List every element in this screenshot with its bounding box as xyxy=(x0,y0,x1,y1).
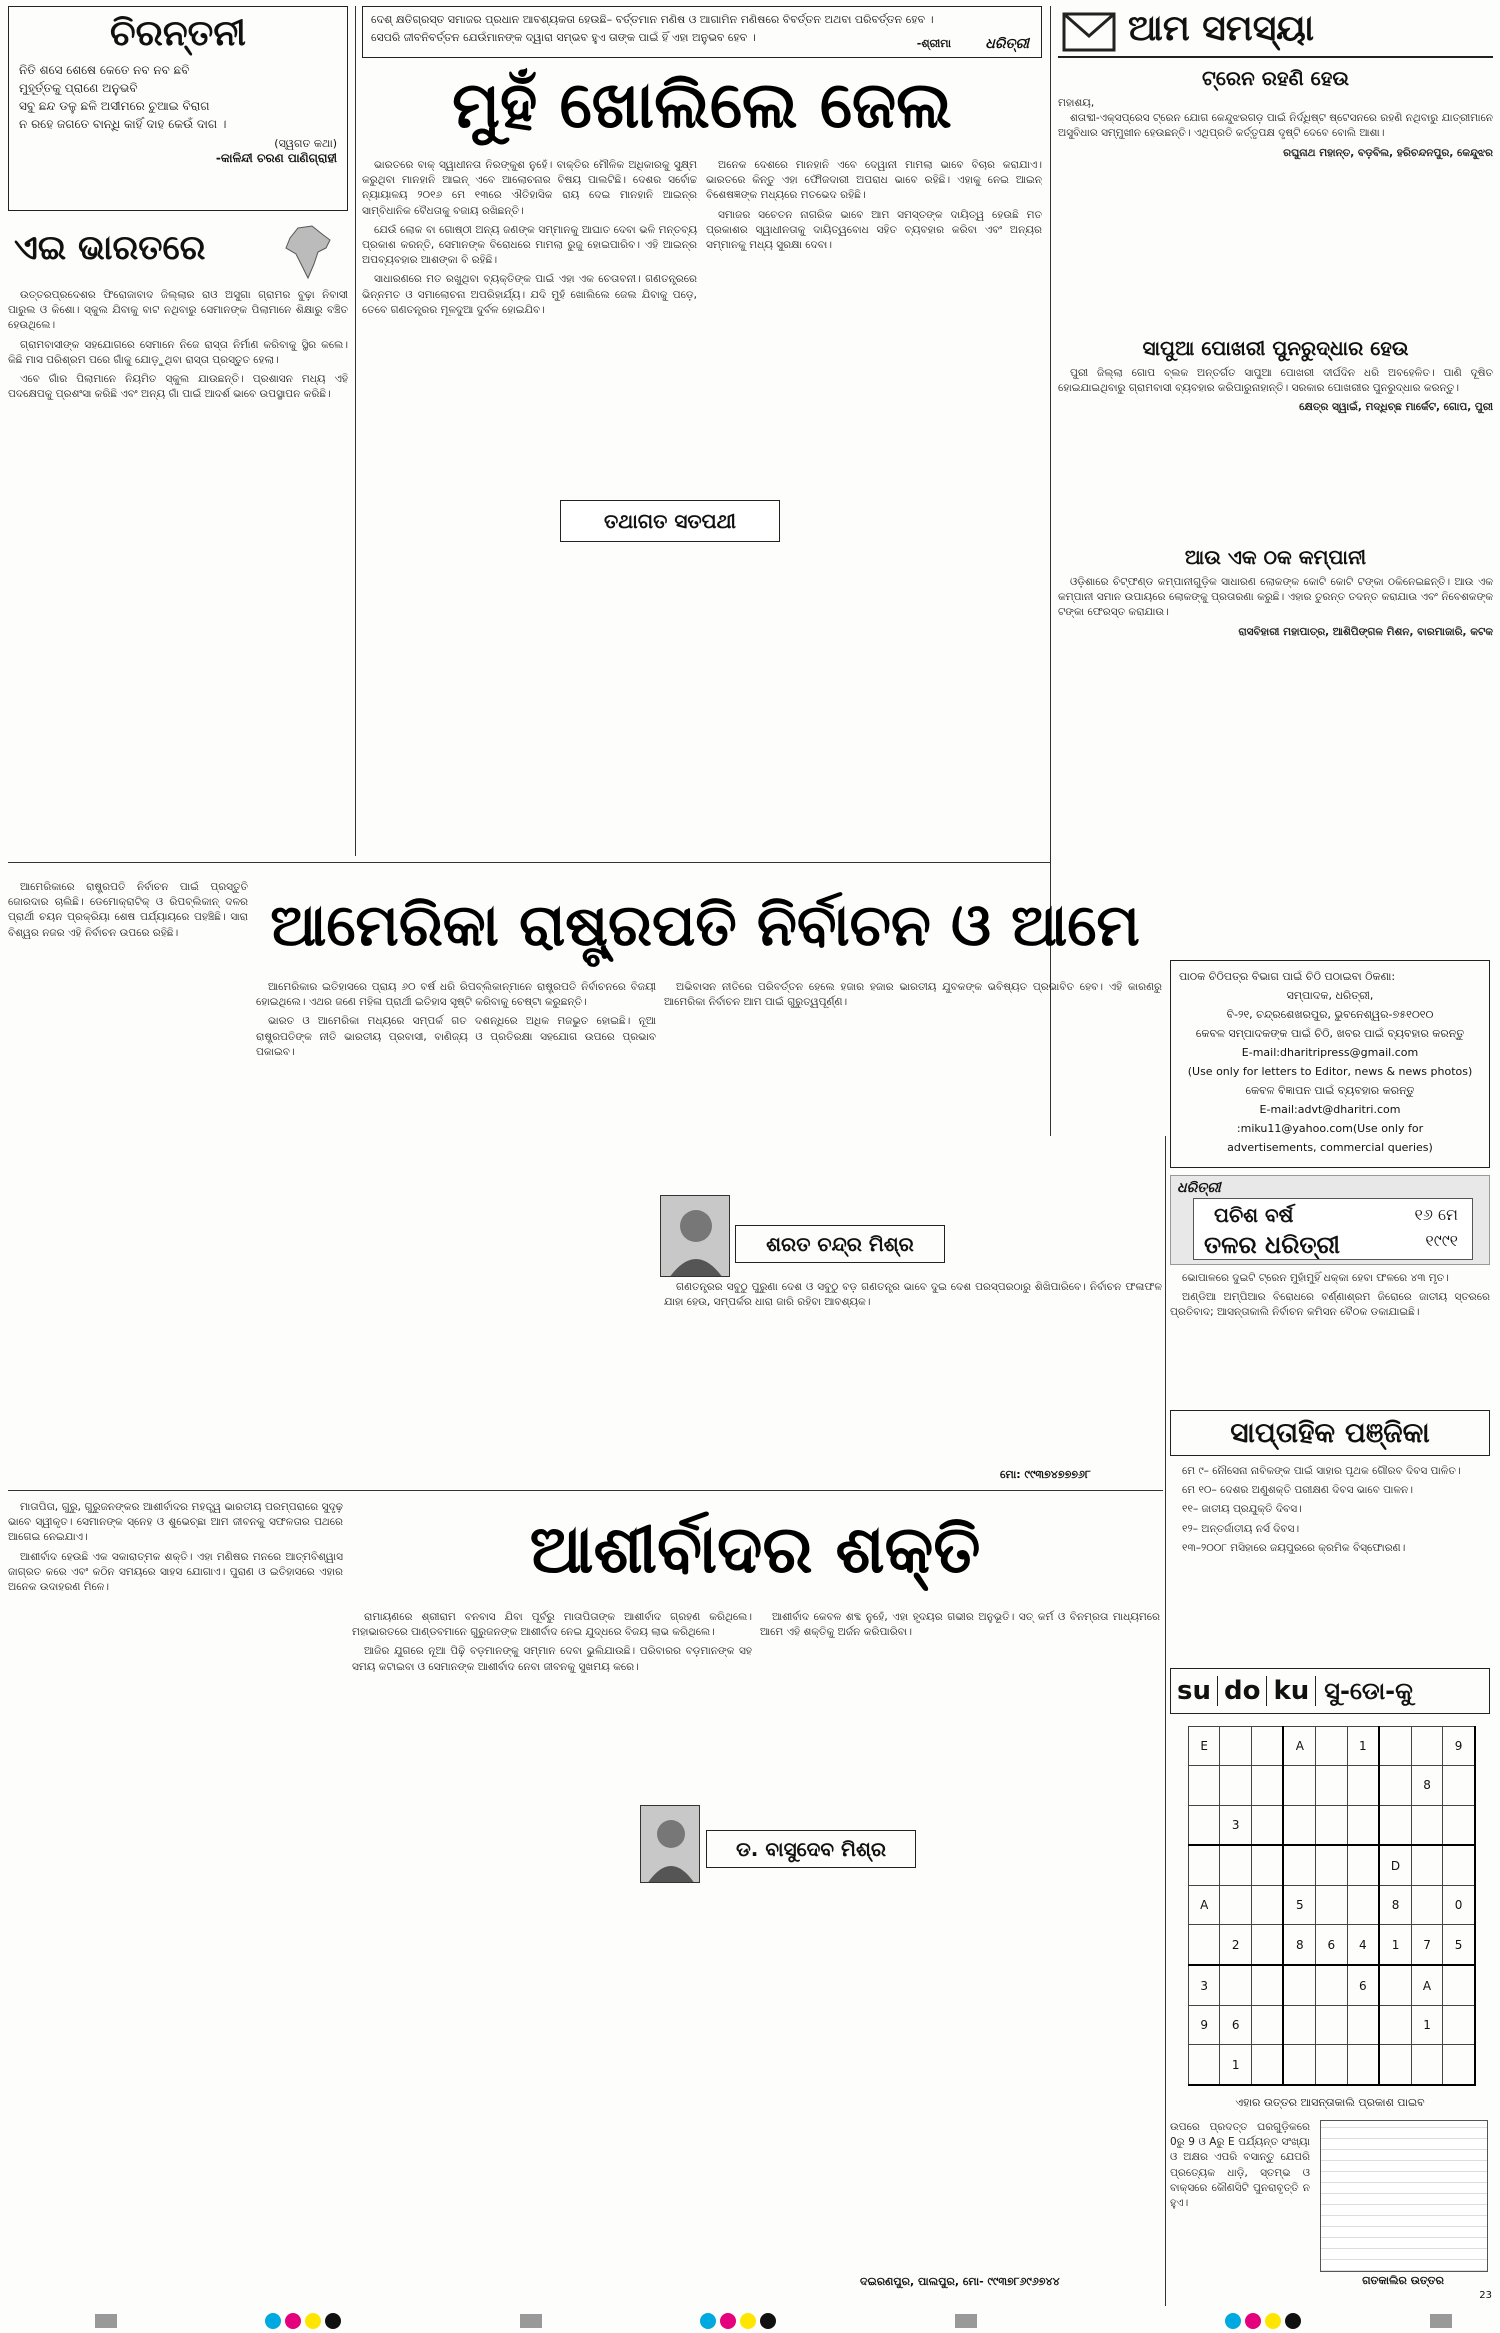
sudoku-logo-odia: ସୁ-ଡୋ-କୁ xyxy=(1324,1677,1413,1705)
archive-item: ଭୋପାଳରେ ଦୁଇଟି ଟ୍ରେନ ମୁହାଁମୁହିଁ ଧକ୍କା ହେବା ଫଳରେ ୪୩ ମୃତ। xyxy=(1182,1272,1449,1284)
cmyk-cyan xyxy=(265,2313,281,2329)
sudoku-cell[interactable] xyxy=(1347,1886,1379,1925)
sudoku-row xyxy=(1189,1886,1476,1925)
article-paragraph: ଗଣତନ୍ତ୍ରର ସବୁଠୁ ପୁରୁଣା ଦେଶ ଓ ସବୁଠୁ ବଡ଼ ଗଣତନ୍ତ୍ର ଭାବେ ଦୁଇ ଦେଶ ପରସ୍ପରଠାରୁ ଶିଖିପାରିବେ। ନିର୍ବାଚନ ଫଳାଫଳ ଯାହା ହେଉ, ସମ୍ପର୍କର ଧାରା ଜାରି ରହିବା ଆବଶ୍ୟକ। xyxy=(664,1281,1162,1309)
blessing-signature: ଦଇରଣପୁର, ପାଲପୁର, ମୋ- ୯୯୩୭୮୬୯୬୭୪୪ xyxy=(860,2275,1060,2288)
weekly-item: ମେ ୯– ନୌସେନା ନାବିକଙ୍କ ପାଇଁ ସାହାର ପୃଥକ ଗୌରବ ଦିବସ ପାଳିତ। xyxy=(1182,1465,1461,1477)
archive-logo: ଧରିତ୍ରୀ xyxy=(1177,1180,1221,1196)
sudoku-cell[interactable] xyxy=(1251,1727,1283,1766)
blessing-article-col-3 xyxy=(760,1610,1160,1800)
cmyk-black xyxy=(760,2313,776,2329)
contact-email[interactable]: E-mail:advt@dharitri.com xyxy=(1259,1103,1401,1116)
quote-line: ସେପରି ଜୀବନିବର୍ତ୍ତନ ଯେଉଁମାନଙ୍କ ଦ୍ୱାରା ସମ୍ଭବ ହୁଏ ତାଙ୍କ ପାଇଁ ହିଁ ଏହା ଅନୁଭବ ହେବ । xyxy=(371,31,756,44)
sudoku-cell[interactable] xyxy=(1443,2045,1475,2085)
article-paragraph: ମାତାପିତା, ଗୁରୁ, ଗୁରୁଜନଙ୍କର ଆଶୀର୍ବାଦର ମହତ୍ତ୍ୱ ଭାରତୀୟ ପରମ୍ପରାରେ ସୁଦୃଢ଼ ଭାବେ ସ୍ୱୀକୃତ। ସେମାନଙ୍କ ସ୍ନେହ ଓ ଶୁଭେଚ୍ଛା ଆମ ଜୀବନକୁ ସଫଳତାର ପଥରେ ଆଗେଇ ନେଇଯାଏ। xyxy=(8,1501,343,1544)
sudoku-cell[interactable] xyxy=(1411,1845,1442,1885)
sudoku-cell[interactable] xyxy=(1220,1965,1251,2005)
sudoku-cell[interactable] xyxy=(1347,1845,1379,1885)
sudoku-cell[interactable] xyxy=(1189,1766,1220,1805)
sudoku-row xyxy=(1189,1766,1476,1805)
sudoku-cell[interactable]: 9 xyxy=(1189,2005,1220,2044)
sudoku-cell[interactable]: E xyxy=(1189,1727,1220,1766)
america-author-photo xyxy=(660,1195,730,1277)
sudoku-row xyxy=(1189,1925,1476,1965)
byline-text: ଡ. ବାସୁଦେବ ମିଶ୍ର xyxy=(735,1837,886,1861)
sudoku-cell[interactable] xyxy=(1316,1886,1347,1925)
sudoku-cell[interactable] xyxy=(1316,1965,1347,2005)
letter-signature: ରାସବିହାରୀ ମହାପାତ୍ର, ଆଶିପିଙ୍ଗଳ ମିଶନ, ବାରମାଜାରି, କଟକ xyxy=(1238,625,1493,638)
article-paragraph: ସମାଜର ସଚେତନ ନାଗରିକ ଭାବେ ଆମ ସମସ୍ତଙ୍କ ଦାୟିତ୍ୱ ହେଉଛି ମତ ପ୍ରକାଶର ସ୍ୱାଧୀନତାକୁ ଦାୟିତ୍ୱବୋଧ ସହିତ ବ୍ୟବହାର କରିବା ଏବଂ ଅନ୍ୟର ସମ୍ମାନକୁ ମଧ୍ୟ ସୁରକ୍ଷା ଦେବା। xyxy=(706,208,1042,252)
sudoku-cell[interactable]: 1 xyxy=(1411,2005,1442,2044)
sudoku-cell[interactable] xyxy=(1443,1766,1475,1805)
sudoku-cell[interactable] xyxy=(1251,1965,1283,2005)
sudoku-cell[interactable] xyxy=(1251,2005,1283,2044)
sudoku-cell[interactable] xyxy=(1283,1805,1315,1845)
poem-box xyxy=(8,6,348,211)
sudoku-cell[interactable] xyxy=(1251,2045,1283,2085)
bharat-header xyxy=(8,222,348,282)
sudoku-row xyxy=(1189,1965,1476,2005)
sudoku-cell[interactable]: D xyxy=(1379,1845,1411,1885)
sudoku-cell[interactable] xyxy=(1316,2045,1347,2085)
sudoku-cell[interactable]: 5 xyxy=(1283,1886,1315,1925)
sudoku-cell[interactable] xyxy=(1283,1965,1315,2005)
sudoku-cell[interactable] xyxy=(1443,1845,1475,1885)
poem-source: (ସ୍ୱଗତ କଥା) xyxy=(274,137,337,150)
sudoku-cell[interactable] xyxy=(1379,1727,1411,1766)
letter-body: ପୁରୀ ଜିଲ୍ଲା ଗୋପ ବ୍ଲକ ଅନ୍ତର୍ଗତ ସାପୁଆ ପୋଖରୀ ଦୀର୍ଘଦିନ ଧରି ଅବହେଳିତ। ପାଣି ଦୂଷିତ ହୋଇଯାଇଥିବାରୁ ଗ୍ରାମବାସୀ ବ୍ୟବହାର କରିପାରୁନାହାନ୍ତି। ସରକାର ପୋଖରୀର ପୁନରୁଦ୍ଧାର କରନ୍ତୁ। xyxy=(1058,367,1493,395)
sudoku-cell[interactable] xyxy=(1220,1845,1251,1885)
archive-date: ୧୬ ମେ xyxy=(1414,1205,1458,1224)
sudoku-cell[interactable] xyxy=(1283,2045,1315,2085)
archive-banner xyxy=(1170,1175,1490,1265)
sudoku-logo-su: su xyxy=(1171,1676,1218,1706)
sudoku-cell[interactable] xyxy=(1379,2005,1411,2044)
sudoku-cell[interactable]: 6 xyxy=(1220,2005,1251,2044)
sudoku-cell[interactable]: 7 xyxy=(1411,1925,1442,1965)
bharat-article xyxy=(8,288,348,858)
article-paragraph: ଭାରତ ଓ ଆମେରିକା ମଧ୍ୟରେ ସମ୍ପର୍କ ଗତ ଦଶନ୍ଧିରେ ଅଧିକ ମଜଭୁତ ହୋଇଛି। ନୂଆ ରାଷ୍ଟ୍ରପତିଙ୍କ ନୀତି ଭାରତୀୟ ପ୍ରବାସୀ, ବାଣିଜ୍ୟ ଓ ପ୍ରତିରକ୍ଷା ସହଯୋଗ ଉପରେ ପ୍ରଭାବ ପକାଇବ। xyxy=(256,1015,656,1058)
sudoku-cell[interactable] xyxy=(1411,2045,1442,2085)
sudoku-cell[interactable] xyxy=(1379,2045,1411,2085)
author-portrait-icon xyxy=(641,1806,700,1883)
sudoku-grid xyxy=(1188,1726,1476,2086)
india-map-icon xyxy=(278,224,338,280)
sudoku-cell[interactable] xyxy=(1347,2005,1379,2044)
contact-line: କେବଳ ବିଜ୍ଞାପନ ପାଇଁ ବ୍ୟବହାର କରନ୍ତୁ xyxy=(1245,1084,1415,1097)
blessing-headline: ଆଶୀର୍ବାଦର ଶକ୍ତି xyxy=(529,1511,981,1588)
weekly-item: ୧୩–୨୦୦୮ ମସିହାରେ ଜୟପୁରରେ କ୍ରମିକ ବିସ୍ଫୋରଣ। xyxy=(1182,1541,1406,1554)
cmyk-cyan xyxy=(700,2313,716,2329)
sudoku-cell[interactable] xyxy=(1189,1845,1220,1885)
blessing-author-photo xyxy=(640,1805,700,1883)
sudoku-cell[interactable] xyxy=(1347,1766,1379,1805)
letter-1 xyxy=(1058,66,1493,331)
letter-body: ଶତାବ୍ଦୀ-ଏକ୍ସପ୍ରେସ ଟ୍ରେନ ଯୋଗ କେନ୍ଦୁଝରଗଡ଼ ପାଇଁ ନିର୍ଦ୍ଧିଷ୍ଟ ଷ୍ଟେସନରେ ରହଣି ନଥିବାରୁ ଯାତ୍ରୀମାନେ ଅସୁବିଧାର ସମ୍ମୁଖୀନ ହେଉଛନ୍ତି। ଏଥିପ୍ରତି କର୍ତ୍ତୃପକ୍ଷ ଦୃଷ୍ଟି ଦେବେ ବୋଲି ଆଶା। xyxy=(1058,112,1493,140)
sudoku-cell[interactable] xyxy=(1411,1805,1442,1845)
america-headline: ଆମେରିକା ରାଷ୍ଟ୍ରପତି ନିର୍ବାଚନ ଓ ଆମେ xyxy=(270,891,1140,959)
envelope-icon xyxy=(1062,12,1116,52)
poem-author: -କାଳିନ୍ଦୀ ଚରଣ ପାଣିଗ୍ରାହୀ xyxy=(215,151,337,165)
cmyk-magenta xyxy=(720,2313,736,2329)
contact-line: ବି-୨୧, ଚନ୍ଦ୍ରଶେଖରପୁର, ଭୁବନେଶ୍ୱର-୭୫୧୦୧୦ xyxy=(1226,1008,1434,1021)
sudoku-cell[interactable] xyxy=(1283,1845,1315,1885)
contact-line: ପାଠକ ଚିଠିପତ୍ର ବିଭାଗ ପାଇଁ ଚିଠି ପଠାଇବା ଠିକଣା: xyxy=(1179,970,1396,983)
article-paragraph: ଆଜିର ଯୁଗରେ ନୂଆ ପିଢ଼ି ବଡ଼ମାନଙ୍କୁ ସମ୍ମାନ ଦେବା ଭୁଲିଯାଉଛି। ପରିବାରର ବଡ଼ମାନଙ୍କ ସହ ସମୟ କଟାଇବା ଓ ସେମାନଙ୍କ ଆଶୀର୍ବାଦ ନେବା ଜୀବନକୁ ସୁଖମୟ କରେ। xyxy=(352,1645,752,1673)
sudoku-cell[interactable]: 3 xyxy=(1189,1965,1220,2005)
america-article-col-1 xyxy=(8,880,248,1460)
sudoku-cell[interactable] xyxy=(1379,1805,1411,1845)
contact-line: ସମ୍ପାଦକ, ଧରିତ୍ରୀ, xyxy=(1286,989,1374,1002)
america-contact: ମୋ: ୯୯୩୭୪୭୭୭୬୮ xyxy=(1000,1468,1091,1481)
blessing-byline xyxy=(706,1830,916,1868)
sudoku-cell[interactable] xyxy=(1220,1766,1251,1805)
cmyk-yellow xyxy=(1265,2313,1281,2329)
sudoku-cell[interactable]: 5 xyxy=(1443,1925,1475,1965)
sudoku-cell[interactable] xyxy=(1316,1805,1347,1845)
letter-salutation: ମହାଶୟ, xyxy=(1058,97,1095,109)
sudoku-cell[interactable]: 6 xyxy=(1347,1965,1379,2005)
article-paragraph: ଆମେରିକାର ଇତିହାସରେ ପ୍ରାୟ ୬୦ ବର୍ଷ ଧରି ରିପବ୍ଲିକାନ୍‌ମାନେ ରାଷ୍ଟ୍ରପତି ନିର୍ବାଚନରେ ବିଜୟୀ ହୋଇଥିଲେ। ଏଥର ଜଣେ ମହିଳା ପ୍ରାର୍ଥୀ ଇତିହାସ ସୃଷ୍ଟି କରିବାକୁ ଚେଷ୍ଟା କରୁଛନ୍ତି। xyxy=(256,981,656,1009)
letters-header xyxy=(1058,6,1493,58)
article-paragraph: ଆମେରିକାରେ ରାଷ୍ଟ୍ରପତି ନିର୍ବାଚନ ପାଇଁ ପ୍ରସ୍ତୁତି ଜୋରଦାର ଚାଲିଛି। ଡେମୋକ୍ରାଟିକ୍ ଓ ରିପବ୍ଲିକାନ୍ ଦଳର ପ୍ରାର୍ଥୀ ଚୟନ ପ୍ରକ୍ରିୟା ଶେଷ ପର୍ଯ୍ୟାୟରେ ପହଞ୍ଚିଛି। ସାରା ବିଶ୍ୱର ନଜର ଏହି ନିର୍ବାଚନ ଉପରେ ରହିଛି। xyxy=(8,881,248,939)
author-portrait-icon xyxy=(661,1196,730,1277)
letter-title: ଆଉ ଏକ ଠକ କମ୍ପାନୀ xyxy=(1184,545,1367,569)
byline-text: ତଥାଗତ ସତପଥୀ xyxy=(604,509,736,533)
archive-title-1: ପଚିଶ ବର୍ଷ xyxy=(1214,1203,1294,1227)
quote-attribution: -ଶ୍ରୀମା xyxy=(916,37,951,50)
sudoku-cell[interactable] xyxy=(1347,2045,1379,2085)
sudoku-cell[interactable]: 9 xyxy=(1443,1727,1475,1766)
sudoku-cell[interactable] xyxy=(1251,1766,1283,1805)
sudoku-cell[interactable]: 6 xyxy=(1316,1925,1347,1965)
weekly-item: ମେ ୧୦– ଦେଶର ଅଣୁଶକ୍ତି ପରୀକ୍ଷଣ ଦିବସ ଭାବେ ପାଳନ। xyxy=(1182,1484,1413,1497)
sudoku-logo xyxy=(1170,1668,1490,1714)
sudoku-cell[interactable] xyxy=(1283,2005,1315,2044)
cmyk-yellow xyxy=(305,2313,321,2329)
contact-line: (Use only for letters to Editor, news & news photos) xyxy=(1187,1065,1473,1078)
sudoku-logo-do: do xyxy=(1218,1676,1267,1706)
sudoku-cell[interactable] xyxy=(1189,1805,1220,1845)
sudoku-cell[interactable] xyxy=(1316,1766,1347,1805)
sudoku-cell[interactable] xyxy=(1189,1925,1220,1965)
poem-line: ନ ରହେ ଜଗତେ ବାନ୍ଧି କାହିଁ ଦାହ କେଉଁ ଦାଗ । xyxy=(19,117,227,131)
america-byline xyxy=(735,1225,945,1263)
sudoku-answer-note: ଏହାର ଉତ୍ତର ଆସନ୍ତାକାଲି ପ୍ରକାଶ ପାଇବ xyxy=(1235,2096,1425,2109)
letter-body: ଓଡ଼ିଶାରେ ଚିଟ୍‌ଫଣ୍ଡ କମ୍ପାନୀଗୁଡ଼ିକ ସାଧାରଣ ଲୋକଙ୍କ କୋଟି କୋଟି ଟଙ୍କା ଠକିନେଇଛନ୍ତି। ଆଉ ଏକ କମ୍ପାନୀ ସମାନ ଉପାୟରେ ଲୋକଙ୍କୁ ପ୍ରତାରଣା କରୁଛି। ଏହାର ତୁରନ୍ତ ତଦନ୍ତ କରାଯାଉ ଏବଂ ନିବେଶକଙ୍କ ଟଙ୍କା ଫେରସ୍ତ କରାଯାଉ। xyxy=(1058,576,1493,619)
america-article-col-4 xyxy=(664,1280,1162,1460)
sudoku-row xyxy=(1189,1805,1476,1845)
sudoku-cell[interactable] xyxy=(1347,1805,1379,1845)
sudoku-row xyxy=(1189,1727,1476,1766)
poem-title: ଚିରନ୍ତନୀ xyxy=(109,13,246,54)
sudoku-cell[interactable] xyxy=(1189,2045,1220,2085)
contact-line: advertisements, commercial queries) xyxy=(1227,1141,1433,1154)
sudoku-logo-ku: ku xyxy=(1267,1676,1316,1706)
article-paragraph: ଭାରତରେ ବାକ୍ ସ୍ୱାଧୀନତା ନିରଙ୍କୁଶ ନୁହେଁ। ବାକ୍ତିର ମୌଳିକ ଅଧିକାରକୁ ସୁକ୍ଷ୍ମ କରୁଥିବା ମାନହାନି ଆଇନ୍ ଏବେ ଆଲୋଚନାର ବିଷୟ ପାଲଟିଛି। ଦେଶର ସର୍ବୋଚ୍ଚ ନ୍ୟାୟାଳୟ ୨୦୧୬ ମେ ୧୩ରେ ଐତିହାସିକ ରାୟ ଦେଇ ମାନହାନି ଆଇନ୍‌ର ସାମ୍ବିଧାନିକ ବୈଧତାକୁ ବଜାୟ ରଖିଛନ୍ତି। xyxy=(362,159,697,217)
cmyk-black xyxy=(325,2313,341,2329)
article-paragraph: ଏବେ ଗାଁର ପିଲାମାନେ ନିୟମିତ ସ୍କୁଲ ଯାଉଛନ୍ତି। ପ୍ରଶାସନ ମଧ୍ୟ ଏହି ପଦକ୍ଷେପକୁ ପ୍ରଶଂସା କରିଛି ଏବଂ ଅନ୍ୟ ଗାଁ ପାଇଁ ଆଦର୍ଶ ଭାବେ ଉପସ୍ଥାପନ କରିଛି। xyxy=(8,373,348,401)
sudoku-cell[interactable] xyxy=(1316,1727,1347,1766)
sudoku-cell[interactable] xyxy=(1283,1766,1315,1805)
letter-title: ଟ୍ରେନ ରହଣି ହେଉ xyxy=(1201,66,1350,90)
blessing-article-col-1 xyxy=(8,1500,343,2300)
poem-line: ନିତି ଶସେ ଶେଷେ କେତେ ନବ ନବ ଛବି xyxy=(19,63,190,77)
article-paragraph: ଅନେକ ଦେଶରେ ମାନହାନି ଏବେ ଦେୱାନୀ ମାମଲା ଭାବେ ବିଚାର କରାଯାଏ। ଭାରତରେ କିନ୍ତୁ ଏହା ଫୌଜଦାରୀ ଅପରାଧ ଭାବେ ରହିଛି। ଏହାକୁ ନେଇ ଆଇନ୍ ବିଶେଷଜ୍ଞଙ୍କ ମଧ୍ୟରେ ମତଭେଦ ରହିଛି। xyxy=(706,159,1042,202)
sudoku-cell[interactable] xyxy=(1220,1727,1251,1766)
archive-item: ଅଣ୍ଡିଆ ଅମ୍ପିଆର ବିରୋଧରେ ବର୍ଣ୍ଣାଶ୍ରମ ଜିରୋରେ ଜାତୀୟ ସ୍ତରରେ ପ୍ରତିବାଦ; ଆସନ୍ତାକାଲି ନିର୍ବାଚନ କମିସନ ବୈଠକ ଡକାଯାଇଛି। xyxy=(1170,1291,1490,1319)
sudoku-row xyxy=(1189,2005,1476,2044)
archive-box xyxy=(1170,1175,1490,1400)
sudoku-cell[interactable] xyxy=(1316,1845,1347,1885)
contact-email[interactable]: :miku11@yahoo.com(Use only for xyxy=(1236,1122,1424,1135)
sudoku-cell[interactable] xyxy=(1251,1805,1283,1845)
poem-lines xyxy=(19,61,337,133)
quote-box xyxy=(362,6,1042,58)
letters-header-title: ଆମ ସମସ୍ୟା xyxy=(1128,8,1315,49)
poem-line: ସବୁ ଛନ୍ଦ ଡଳୁ ଛଳି ଅସୀମରେ ଚୁଆଇ ବିରାଗ xyxy=(19,99,210,113)
main-headline: ମୁହଁ ଖୋଲିଲେ ଜେଲ xyxy=(452,69,952,143)
letter-signature: କ୍ଷେତ୍ର ସ୍ୱାଇଁ, ମଦ୍ଧିଚ୍ଛ ମାର୍କେଟ, ଗୋପ, ପୁରୀ xyxy=(1299,401,1493,414)
weekly-box xyxy=(1170,1410,1490,1660)
cmyk-black xyxy=(1285,2313,1301,2329)
contact-line: କେବଳ ସମ୍ପାଦକଙ୍କ ପାଇଁ ଚିଠି, ଖବର ପାଇଁ ବ୍ୟବହାର କରନ୍ତୁ xyxy=(1195,1027,1465,1040)
article-paragraph: ରାମାୟଣରେ ଶ୍ରୀରାମ ବନବାସ ଯିବା ପୂର୍ବରୁ ମାତାପିତାଙ୍କ ଆଶୀର୍ବାଦ ଗ୍ରହଣ କରିଥିଲେ। ମହାଭାରତରେ ପାଣ୍ଡବମାନେ ଗୁରୁଜନଙ୍କ ଆଶୀର୍ବାଦ ନେଇ ଯୁଦ୍ଧରେ ବିଜୟ ଲାଭ କରିଥିଲେ। xyxy=(352,1611,752,1639)
cmyk-magenta xyxy=(1245,2313,1261,2329)
sudoku-cell[interactable] xyxy=(1443,1805,1475,1845)
sudoku-cell[interactable] xyxy=(1316,2005,1347,2044)
article-paragraph: ଗ୍ରାମବାସୀଙ୍କ ସହଯୋଗରେ ସେମାନେ ନିଜେ ରାସ୍ତା ନିର୍ମାଣ କରିବାକୁ ସ୍ଥିର କଲେ। କିଛି ମାସ ପରିଶ୍ରମ ପରେ ଗାଁକୁ ଯୋଡ଼ୁଥିବା ରାସ୍ତା ପ୍ରସ୍ତୁତ ହେଲା। xyxy=(8,338,348,366)
bharat-header-title: ଏଇ ଭାରତରେ xyxy=(14,228,206,268)
sudoku-cell[interactable]: 0 xyxy=(1443,1886,1475,1925)
cmyk-magenta xyxy=(285,2313,301,2329)
sudoku-cell[interactable]: 4 xyxy=(1347,1925,1379,1965)
sudoku-cell[interactable]: 1 xyxy=(1379,1925,1411,1965)
sudoku-cell[interactable]: 3 xyxy=(1220,1805,1251,1845)
quote-line: ଦେଶ୍ କ୍ଷତିଗ୍ରସ୍ତ ସମାଜର ପ୍ରଧାନ ଆବଶ୍ୟକତା ହେଉଛି– ବର୍ତ୍ତମାନ ମଣିଷ ଓ ଆଗାମିନ ମଣିଷରେ ବିବର୍ତ୍ତନ ଅଥବା ପରିବର୍ତ୍ତନ ହେବ । xyxy=(371,13,934,26)
sudoku-prev-answer xyxy=(1320,2120,1488,2272)
sudoku-cell[interactable]: A xyxy=(1283,1727,1315,1766)
article-paragraph: ଅଭିବାସନ ନୀତିରେ ପରିବର୍ତ୍ତନ ହେଲେ ହଜାର ହଜାର ଭାରତୀୟ ଯୁବକଙ୍କ ଭବିଷ୍ୟତ ପ୍ରଭାବିତ ହେବ। ଏହି କାରଣରୁ ଆମେରିକା ନିର୍ବାଚନ ଆମ ପାଇଁ ଗୁରୁତ୍ୱପୂର୍ଣ୍ଣ। xyxy=(664,981,1162,1009)
sudoku-cell[interactable]: 1 xyxy=(1347,1727,1379,1766)
america-article-col-3 xyxy=(664,980,1162,1190)
sudoku-cell[interactable] xyxy=(1379,1965,1411,2005)
sudoku-cell[interactable] xyxy=(1411,1886,1442,1925)
contact-email[interactable]: E-mail:dharitripress@gmail.com xyxy=(1241,1046,1419,1059)
letter-title: ସାପୁଆ ପୋଖରୀ ପୁନରୁଦ୍ଧାର ହେଉ xyxy=(1142,336,1409,360)
article-paragraph: ଆଶୀର୍ବାଦ ହେଉଛି ଏକ ସକାରାତ୍ମକ ଶକ୍ତି। ଏହା ମଣିଷର ମନରେ ଆତ୍ମବିଶ୍ୱାସ ଜାଗ୍ରତ କରେ ଏବଂ କଠିନ ସମୟରେ ସାହସ ଯୋଗାଏ। ପୁରାଣ ଓ ଇତିହାସରେ ଏହାର ଅନେକ ଉଦାହରଣ ମିଳେ। xyxy=(8,1550,343,1594)
sudoku-cell[interactable]: A xyxy=(1189,1886,1220,1925)
sudoku-cell[interactable] xyxy=(1443,2005,1475,2044)
sudoku-cell[interactable] xyxy=(1251,1886,1283,1925)
article-paragraph: ଯେଉଁ ଲୋକ ବା ଗୋଷ୍ଠୀ ଅନ୍ୟ ଜଣଙ୍କ ସମ୍ମାନକୁ ଆଘାତ ଦେବା ଭଳି ମନ୍ତବ୍ୟ ପ୍ରକାଶ କରନ୍ତି, ସେମାନଙ୍କ ବିରୋଧରେ ମାମଲା ରୁଜୁ ହୋଇପାରିବ। ଏହି ଆଇନ୍‌ର ଅପବ୍ୟବହାର ଆଶଙ୍କା ବି ରହିଛି। xyxy=(362,223,697,267)
sudoku-row xyxy=(1189,2045,1476,2085)
cmyk-cyan xyxy=(1225,2313,1241,2329)
sudoku-help-text: ଉପରେ ପ୍ରଦତ୍ତ ଘରଗୁଡ଼ିକରେ 0ରୁ 9 ଓ Aରୁ E ପର୍ଯ୍ୟନ୍ତ ସଂଖ୍ୟା ଓ ଅକ୍ଷର ଏପରି ବସାନ୍ତୁ ଯେପରି ପ୍ରତ୍ୟେକ ଧାଡ଼ି, ସ୍ତମ୍ଭ ଓ ବାକ୍ସରେ କୌଣସିଟି ପୁନରାବୃତ୍ତି ନ ହୁଏ। xyxy=(1170,2121,1310,2210)
sudoku-cell[interactable] xyxy=(1251,1845,1283,1885)
sudoku-cell[interactable] xyxy=(1411,1727,1442,1766)
cmyk-yellow xyxy=(740,2313,756,2329)
sudoku-cell[interactable]: 8 xyxy=(1379,1886,1411,1925)
poem-line: ମୁହୂର୍ତ୍ତକୁ ପ୍ରାଣେ ଅନୁଭବି xyxy=(19,81,138,95)
sudoku-cell[interactable]: 1 xyxy=(1220,2045,1251,2085)
sudoku-box xyxy=(1170,1668,1490,2298)
america-article-col-2 xyxy=(256,980,656,1460)
article-paragraph: ଉତ୍ତରପ୍ରଦେଶର ଫିରୋଜାବାଦ ଜିଲ୍ଲାର ରାଓ ଅସୁଗା ଗ୍ରାମର ବୁଢ଼ା ନିବାସୀ ପାରୁଲ ଓ କିଶୋ। ସ୍କୁଲ ଯିବାକୁ ବାଟ ନଥିବାରୁ ସେମାନଙ୍କ ପିଲାମାନେ ଶିକ୍ଷାରୁ ବଞ୍ଚିତ ହେଉଥିଲେ। xyxy=(8,289,348,332)
article-paragraph: ଆଶୀର୍ବାଦ କେବଳ ଶବ୍ଦ ନୁହେଁ, ଏହା ହୃଦୟର ଗଭୀର ଅନୁଭୂତି। ସତ୍ କର୍ମ ଓ ବିନମ୍ରତା ମାଧ୍ୟମରେ ଆମେ ଏହି ଶକ୍ତିକୁ ଅର୍ଜନ କରିପାରିବା। xyxy=(760,1611,1160,1639)
letter-2 xyxy=(1058,336,1493,541)
contact-box xyxy=(1170,960,1490,1168)
sudoku-cell[interactable]: A xyxy=(1411,1965,1442,2005)
archive-title-2: ତଳର ଧରିତ୍ରୀ xyxy=(1204,1231,1340,1259)
letter-signature: ରଘୁନାଥ ମହାନ୍ତ, ବଡ଼ବିଲ, ହରିଚନ୍ଦନପୁର, କେନ୍ଦୁଝର xyxy=(1283,146,1493,159)
sudoku-cell[interactable] xyxy=(1220,1886,1251,1925)
article-paragraph: ସାଧାରଣରେ ମତ ରଖୁଥିବା ବ୍ୟକ୍ତିଙ୍କ ପାଇଁ ଏହା ଏକ ଚେତାବନୀ। ଗଣତନ୍ତ୍ରରେ ଭିନ୍ନମତ ଓ ସମାଲୋଚନା ଅପରିହାର୍ଯ୍ୟ। ଯଦି ମୁହଁ ଖୋଲିଲେ ଜେଲ ଯିବାକୁ ପଡ଼େ, ତେବେ ଗଣତନ୍ତ୍ରର ମୂଳଦୁଆ ଦୁର୍ବଳ ହୋଇଯିବ। xyxy=(362,273,697,316)
archive-year: ୧୯୯୧ xyxy=(1425,1231,1458,1250)
byline-text: ଶରତ ଚନ୍ଦ୍ର ମିଶ୍ର xyxy=(766,1232,914,1256)
page-number: 23 xyxy=(1479,2290,1492,2301)
blessing-article-col-2 xyxy=(352,1610,752,2300)
sudoku-cell[interactable] xyxy=(1443,1965,1475,2005)
sudoku-cell[interactable]: 8 xyxy=(1411,1766,1442,1805)
weekly-item: ୧୨– ଅନ୍ତର୍ଜାତୀୟ ନର୍ସ ଦିବସ। xyxy=(1182,1522,1300,1535)
sudoku-row xyxy=(1189,1845,1476,1885)
sudoku-cell[interactable] xyxy=(1379,1766,1411,1805)
sudoku-cell[interactable]: 2 xyxy=(1220,1925,1251,1965)
weekly-title: ସାପ୍ତାହିକ ପଞ୍ଜିକା xyxy=(1230,1416,1430,1449)
sudoku-prev-answer-label: ଗତକାଲିର ଉତ୍ତର xyxy=(1362,2274,1444,2287)
dharitri-logo: ଧରିତ୍ରୀ xyxy=(985,36,1029,52)
sudoku-cell[interactable]: 8 xyxy=(1283,1925,1315,1965)
weekly-item: ୧୧– ଜାତୀୟ ପ୍ରଯୁକ୍ତି ଦିବସ। xyxy=(1182,1503,1302,1516)
sudoku-cell[interactable] xyxy=(1251,1925,1283,1965)
main-article-col-2 xyxy=(706,158,1042,858)
